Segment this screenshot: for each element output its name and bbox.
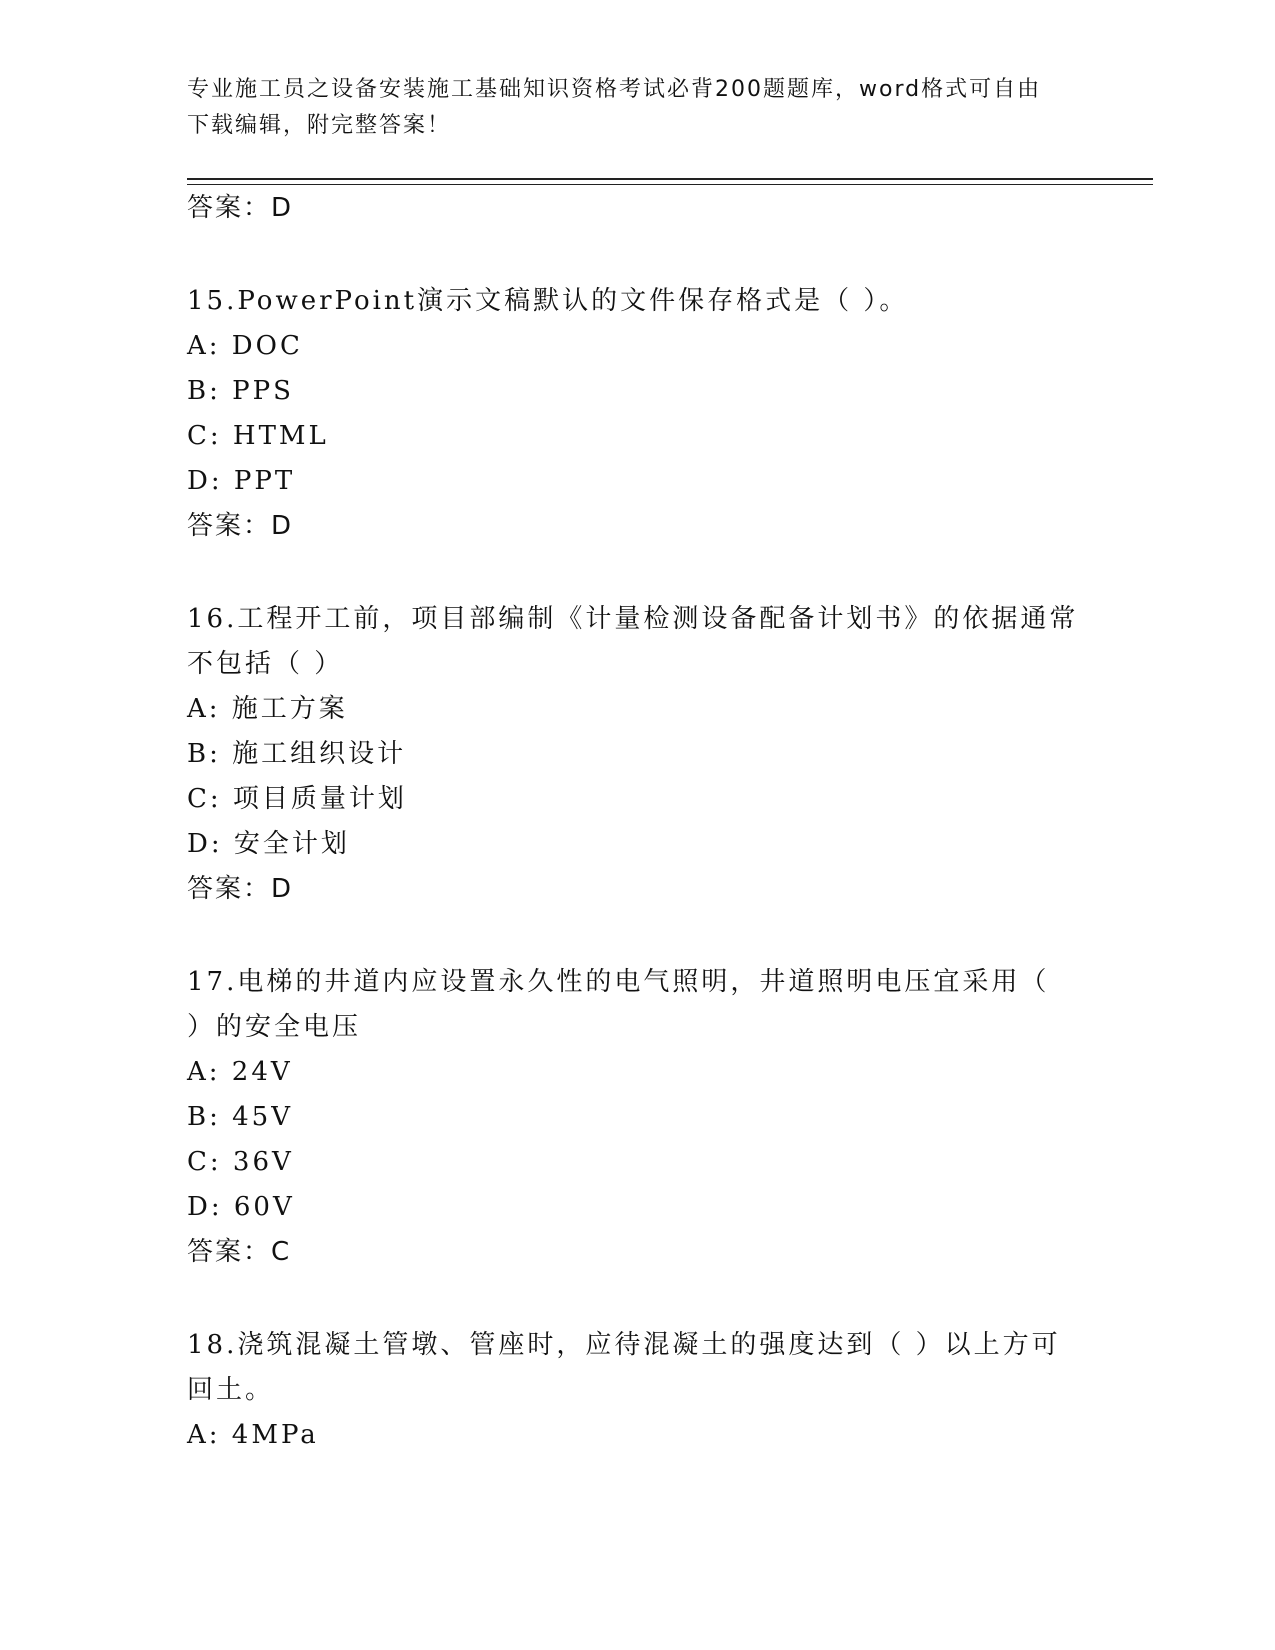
question-list (187, 186, 1087, 1458)
option-d: D: 安全计划 (187, 829, 350, 859)
option-a: A: 24V (187, 1057, 293, 1087)
header-divider-thick (187, 178, 1153, 180)
option-b: B: 施工组织设计 (187, 739, 407, 769)
spacer (187, 912, 1087, 960)
question-15 (187, 279, 1087, 549)
question-18 (187, 1323, 1087, 1458)
option-c: C: HTML (187, 421, 329, 451)
question-text-continued: 不包括（ ） (187, 649, 344, 679)
question-text: 15.PowerPoint演示文稿默认的文件保存格式是（ ）。 (187, 286, 909, 316)
option-a: A: 4MPa (187, 1420, 319, 1450)
option-b: B: 45V (187, 1102, 293, 1132)
option-d: D: PPT (187, 466, 296, 496)
question-text: 16.工程开工前，项目部编制《计量检测设备配备计划书》的依据通常 (187, 604, 1079, 634)
answer: 答案：D (187, 874, 294, 904)
option-c: C: 项目质量计划 (187, 784, 407, 814)
header-divider-thin (187, 184, 1153, 185)
answer: 答案：D (187, 511, 294, 541)
question-text-continued: 回土。 (187, 1375, 275, 1405)
document-header (187, 72, 1067, 144)
option-b: B: PPS (187, 376, 294, 406)
option-a: A: 施工方案 (187, 694, 348, 724)
spacer (187, 1275, 1087, 1323)
option-d: D: 60V (187, 1192, 295, 1222)
spacer (187, 549, 1087, 597)
header-line-1: 专业施工员之设备安装施工基础知识资格考试必背200题题库，word格式可自由 (187, 77, 1042, 102)
question-text-continued: ）的安全电压 (187, 1012, 362, 1042)
spacer (187, 231, 1087, 279)
header-line-2: 下载编辑，附完整答案！ (187, 113, 452, 138)
option-a: A: DOC (187, 331, 303, 361)
question-text: 17.电梯的井道内应设置永久性的电气照明，井道照明电压宜采用（ (187, 967, 1050, 997)
question-text: 18.浇筑混凝土管墩、管座时，应待混凝土的强度达到（ ）以上方可 (187, 1330, 1061, 1360)
previous-answer: 答案：D (187, 193, 294, 223)
option-c: C: 36V (187, 1147, 294, 1177)
question-17 (187, 960, 1087, 1275)
question-16 (187, 597, 1087, 912)
answer: 答案：C (187, 1237, 292, 1267)
